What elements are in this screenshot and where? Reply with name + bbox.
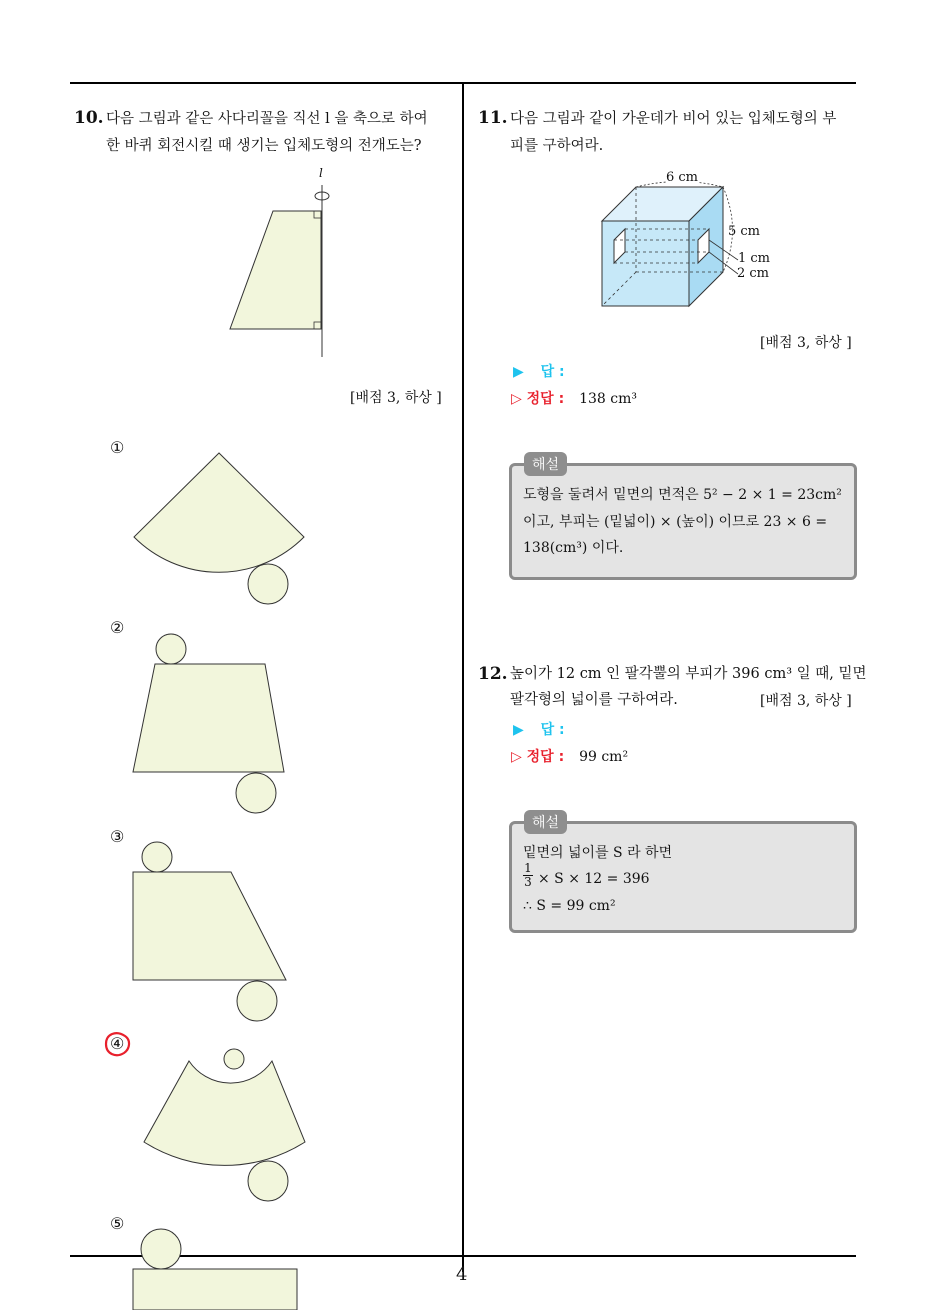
choice-3-label[interactable]: ③ bbox=[110, 827, 125, 846]
q11-explanation-line2: 이고, 부피는 (밑넓이) × (높이) 이므로 23 × 6 = bbox=[523, 514, 828, 530]
q12-correct-row bbox=[511, 746, 628, 766]
hollow-arrow-icon: ▷ bbox=[511, 749, 522, 765]
q11-label-1cm: 1 cm bbox=[738, 251, 771, 266]
q11-explanation-line1: 도형을 둘려서 밑면의 면적은 5² − 2 × 1 = 23cm² bbox=[523, 487, 842, 503]
q11-correct-row bbox=[511, 388, 637, 408]
q12-answer-label: 답 : bbox=[540, 722, 565, 738]
q11-correct-label: 정답 : bbox=[526, 391, 565, 407]
q11-label-2cm: 2 cm bbox=[737, 266, 770, 281]
q12-explanation-line3: ∴ S = 99 cm² bbox=[523, 898, 616, 914]
page-number: 4 bbox=[456, 1264, 468, 1285]
q10-axis-label: l bbox=[319, 166, 323, 180]
q12-correct-label: 정답 : bbox=[526, 749, 565, 765]
q11-score: [배점 3, 하상 ] bbox=[760, 335, 852, 351]
choice-4-label[interactable]: ④ bbox=[110, 1034, 125, 1053]
q11-explanation-line3: 138(cm³) 이다. bbox=[523, 540, 624, 556]
filled-arrow-icon: ▶ bbox=[513, 364, 524, 380]
q11-text-line1: 다음 그림과 같이 가운데가 비어 있는 입체도형의 부 bbox=[510, 111, 837, 127]
choice-1-label[interactable]: ① bbox=[110, 438, 125, 457]
q10-text-line2: 한 바퀴 회전시킬 때 생기는 입체도형의 전개도는? bbox=[106, 138, 422, 154]
fraction-numerator: 1 bbox=[524, 861, 532, 875]
fraction-denominator: 3 bbox=[524, 875, 532, 889]
q11-answer-label: 답 : bbox=[540, 364, 565, 380]
choice-5-label[interactable]: ⑤ bbox=[110, 1214, 125, 1233]
q12-fraction bbox=[523, 862, 533, 889]
hollow-arrow-icon: ▷ bbox=[511, 391, 522, 407]
q11-explanation-tag: 해설 bbox=[524, 452, 567, 476]
q10-text-line1: 다음 그림과 같은 사다리꼴을 직선 l 을 축으로 하여 bbox=[106, 111, 428, 127]
q11-number: 11. bbox=[478, 108, 508, 128]
q12-correct-value: 99 cm² bbox=[579, 749, 629, 765]
q12-answer-row[interactable] bbox=[513, 719, 565, 739]
q10-number: 10. bbox=[74, 108, 104, 128]
q12-text-line1: 높이가 12 cm 인 팔각뿔의 부피가 396 cm³ 일 때, 밑면 bbox=[510, 666, 867, 682]
q12-text-line2: 팔각형의 넓이를 구하여라. bbox=[510, 692, 678, 708]
q11-answer-row[interactable] bbox=[513, 361, 565, 381]
q10-score: [배점 3, 하상 ] bbox=[350, 390, 442, 406]
q11-label-6cm: 6 cm bbox=[666, 170, 699, 185]
choice-2-label[interactable]: ② bbox=[110, 618, 125, 637]
q12-explanation-tag: 해설 bbox=[524, 810, 567, 834]
q12-score: [배점 3, 하상 ] bbox=[760, 693, 852, 709]
q12-explanation-line1: 밑면의 넓이를 S 라 하면 bbox=[523, 845, 673, 861]
q11-text-line2: 피를 구하여라. bbox=[510, 138, 604, 154]
q11-label-5cm: 5 cm bbox=[728, 224, 761, 239]
q12-explanation-line2: × S × 12 = 396 bbox=[538, 871, 650, 887]
q11-correct-value: 138 cm³ bbox=[579, 391, 637, 407]
filled-arrow-icon: ▶ bbox=[513, 722, 524, 738]
q12-number: 12. bbox=[478, 664, 508, 684]
